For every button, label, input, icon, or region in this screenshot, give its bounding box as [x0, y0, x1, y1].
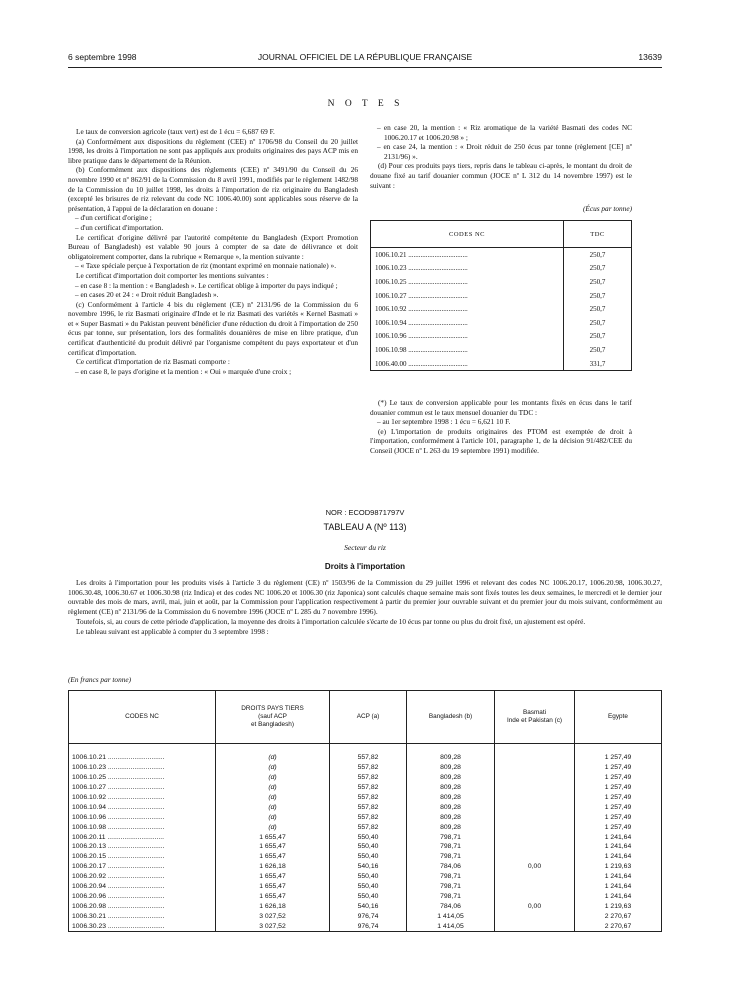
row-pays-tiers: (d): [216, 793, 330, 803]
notes-title: N O T E S: [327, 99, 404, 109]
note-paragraph: Le certificat d'importation doit comporter les mentions suivantes :: [76, 270, 269, 280]
row-code-text: 1006.20.98: [72, 902, 107, 910]
row-code-text: 1006.20.96: [72, 892, 107, 900]
tdc-row: [371, 330, 632, 344]
row-egypte: 1 257,49: [575, 773, 662, 783]
tdc-value: 250,7: [564, 262, 632, 276]
note-paragraph: Le certificat d'origine délivré par l'autorité compétente du Bangladesh (Export Promotion Bureau of Bangladesh) est valable 90 jours à compter de sa date de délivrance et doit obligatoirement comporter, dans la rubrique « Remarque », la mention suivante :: [68, 232, 358, 261]
tdc-code-text: 1006.10.25: [375, 277, 407, 286]
table-row: [69, 882, 662, 892]
row-code-text: 1006.10.98: [72, 823, 107, 831]
row-code: 1006.10.96 ..............................: [72, 813, 165, 821]
row-code-text: 1006.30.23: [72, 922, 107, 930]
row-bangladesh: 809,28: [407, 773, 495, 783]
import-duties-table: [68, 690, 662, 932]
tdc-row: [371, 262, 632, 276]
tdc-row: [371, 357, 632, 371]
row-code-text: 1006.10.94: [72, 803, 107, 811]
header-divider: [68, 67, 662, 68]
row-pays-tiers: (d): [216, 822, 330, 832]
row-basmati: [495, 822, 575, 832]
header-journal-title: JOURNAL OFFICIEL DE LA RÉPUBLIQUE FRANÇAISE: [257, 52, 473, 62]
note-paragraph: (d) Pour ces produits pays tiers, repris dans le tableau ci-après, le montant du droit de douane fixé au tarif douanier commun (JOCE nº L 312 du 14 novembre 1997) est le suivant :: [370, 161, 632, 190]
note-paragraph: (c) Conformément à l'article 4 bis du règlement (CE) nº 2131/96 de la Commission du 6 novembre 1996, le riz Basmati originaire d'Inde et le riz Basmati des variétés « Kernel Basmati » et « Super Basmati » du Pakistan peuvent bénéficier d'une réduction du droit à l'importation de 250 écus par tonne, sur présentation, lors des formalités douanières de mise en libre pratique, d'un certificat d'authenticité du produit délivré par l'organisme compétent du pays exportateur et d'un certificat d'importation.: [68, 299, 358, 357]
tdc-unit-note: (Écus par tonne): [582, 204, 632, 213]
row-code: 1006.20.96 ..............................: [72, 892, 165, 900]
tdc-row: [371, 248, 632, 262]
row-egypte: 1 219,63: [575, 862, 662, 872]
note-paragraph: Ce certificat d'importation de riz Basmati comporte :: [76, 357, 230, 367]
tdc-row: [371, 289, 632, 303]
tdc-code: 1006.10.98 ..................................: [375, 345, 468, 354]
row-egypte: 1 257,49: [575, 793, 662, 803]
table-row: [69, 802, 662, 812]
table-row: [69, 842, 662, 852]
note-paragraph: – au 1er septembre 1998 : 1 écu = 6,621 10 F.: [377, 417, 511, 427]
row-egypte: 1 257,49: [575, 763, 662, 773]
note-paragraph: (e) L'importation de produits originaires des PTOM est exemptée de droit à l'importation, conformément à l'article 101, paragraphe 1, de la décision 91/482/CEE du Conseil (JOCE nº L 263 du 19 septembre 1991) modifiée.: [370, 426, 632, 455]
notes-right-column-top: [370, 123, 632, 190]
tdc-code-text: 1006.10.98: [375, 345, 407, 354]
tdc-table: [370, 220, 632, 371]
row-bangladesh: 1 414,05: [407, 921, 495, 931]
row-pays-tiers: 1 655,47: [216, 891, 330, 901]
row-pays-tiers: 1 626,18: [216, 901, 330, 911]
section-title: Droits à l'importation: [324, 562, 406, 571]
row-egypte: 1 241,64: [575, 832, 662, 842]
tdc-header-codes: CODES NC: [371, 221, 564, 248]
col-header-codes: CODES NC: [69, 691, 216, 744]
row-code-text: 1006.20.15: [72, 853, 107, 861]
tdc-value: 250,7: [564, 289, 632, 303]
table-row: [69, 872, 662, 882]
table-row: [69, 862, 662, 872]
row-bangladesh: 798,71: [407, 842, 495, 852]
row-pays-tiers: (d): [216, 802, 330, 812]
tdc-code-text: 1006.10.92: [375, 305, 407, 314]
row-basmati: [495, 793, 575, 803]
note-paragraph: (a) Conformément aux dispositions du règlement (CEE) nº 1706/98 du Conseil du 20 juillet 1998, les droits à l'importation ne sont pas appliqués aux produits originaires des pays ACP mis en libre pratique dans le département de la Réunion.: [68, 136, 358, 165]
tdc-value: 250,7: [564, 248, 632, 262]
row-basmati: [495, 763, 575, 773]
note-paragraph: (*) Le taux de conversion applicable pour les montants fixés en écus dans le tarif douanier commun est le taux mensuel douanier du TDC :: [370, 398, 632, 417]
note-paragraph: – en case 20, la mention : « Riz aromatique de la variété Basmati des codes NC 1006.20.17 et 1006.20.98 » ;: [377, 123, 632, 142]
tdc-code: 1006.40.00 ..................................: [375, 359, 468, 368]
row-basmati: [495, 921, 575, 931]
row-pays-tiers: (d): [216, 812, 330, 822]
tdc-code: 1006.10.96 ..................................: [375, 332, 468, 341]
row-bangladesh: 784,06: [407, 901, 495, 911]
row-bangladesh: 809,28: [407, 763, 495, 773]
row-code-text: 1006.10.27: [72, 784, 107, 792]
header-page-number: 13639: [638, 52, 662, 62]
row-acp: 557,82: [330, 753, 407, 763]
tdc-row: [371, 302, 632, 316]
col-header-pays-tiers-line1: DROITS PAYS TIERS: [241, 705, 304, 712]
row-code-text: 1006.10.25: [72, 774, 107, 782]
row-code-text: 1006.10.92: [72, 794, 107, 801]
row-egypte: 1 257,49: [575, 822, 662, 832]
row-bangladesh: 798,71: [407, 852, 495, 862]
note-paragraph: (b) Conformément aux dispositions des règlements (CEE) nº 3491/90 du Conseil du 26 novembre 1990 et nº 862/91 de la Commission du 8 avril 1991, modifiés par le règlement 1482/98 de la Commission du 10 juillet 1998, les droits à l'importation de riz originaire du Bangladesh (excepté les brisures de riz relevant du code NC 1006.40.00) sont applicables sous réserve de la présentation, à l'appui de la déclaration en douane :: [68, 165, 358, 213]
col-header-egypte: Egypte: [575, 691, 662, 744]
col-header-pays-tiers: [216, 691, 330, 744]
notes-left-column: [68, 127, 358, 376]
tdc-code: 1006.10.23 ..................................: [375, 264, 468, 273]
row-code: 1006.20.13 ..............................: [72, 843, 165, 851]
row-code-text: 1006.30.21: [72, 912, 107, 920]
tdc-value: 250,7: [564, 302, 632, 316]
row-bangladesh: 784,06: [407, 862, 495, 872]
row-egypte: 1 241,64: [575, 872, 662, 882]
row-code: 1006.20.11 ..............................: [72, 833, 165, 841]
row-code-text: 1006.10.23: [72, 764, 107, 772]
row-acp: 557,82: [330, 812, 407, 822]
row-acp: 557,82: [330, 802, 407, 812]
row-bangladesh: 809,28: [407, 783, 495, 793]
row-egypte: 1 257,49: [575, 753, 662, 763]
tdc-code: 1006.10.21 ..................................: [375, 250, 468, 259]
row-acp: 550,40: [330, 872, 407, 882]
row-code: 1006.10.98 ..............................: [72, 823, 165, 831]
row-code-text: 1006.20.94: [72, 883, 107, 891]
row-egypte: 1 257,49: [575, 783, 662, 793]
table-row: [69, 812, 662, 822]
table-row: [69, 783, 662, 793]
tdc-code-text: 1006.10.94: [375, 318, 407, 327]
tdc-code: 1006.10.25 ..................................: [375, 277, 468, 286]
row-acp: 550,40: [330, 832, 407, 842]
table-row: [69, 921, 662, 931]
row-acp: 540,16: [330, 862, 407, 872]
row-basmati: [495, 812, 575, 822]
row-code: 1006.10.23 ..............................: [72, 764, 165, 772]
row-basmati: [495, 852, 575, 862]
page-header: [68, 52, 662, 66]
row-code: 1006.10.25 ..............................: [72, 774, 165, 782]
tdc-code: 1006.10.27 ..................................: [375, 291, 468, 300]
table-row: [69, 832, 662, 842]
notes-right-column-bottom: [370, 398, 632, 456]
row-bangladesh: 809,28: [407, 753, 495, 763]
row-basmati: [495, 802, 575, 812]
row-acp: 557,82: [330, 822, 407, 832]
row-bangladesh: 809,28: [407, 812, 495, 822]
tdc-row: [371, 275, 632, 289]
row-egypte: 1 257,49: [575, 802, 662, 812]
col-header-basmati-line1: Basmati: [522, 709, 547, 716]
row-pays-tiers: 3 027,52: [216, 911, 330, 921]
row-egypte: 2 270,67: [575, 911, 662, 921]
row-basmati: [495, 842, 575, 852]
tdc-code-text: 1006.10.21: [375, 250, 407, 259]
row-egypte: 1 241,64: [575, 882, 662, 892]
row-egypte: 1 219,63: [575, 901, 662, 911]
row-code: 1006.20.92 ..............................: [72, 873, 165, 881]
row-basmati: [495, 911, 575, 921]
row-egypte: 1 241,64: [575, 852, 662, 862]
row-pays-tiers: 1 655,47: [216, 842, 330, 852]
row-code: 1006.10.94 ..............................: [72, 803, 165, 811]
row-bangladesh: 809,28: [407, 802, 495, 812]
tdc-value: 331,7: [564, 357, 632, 371]
row-basmati: [495, 891, 575, 901]
row-acp: 550,40: [330, 842, 407, 852]
row-code: 1006.30.23 ..............................: [72, 922, 165, 930]
row-pays-tiers: (d): [216, 783, 330, 793]
row-basmati: 0,00: [495, 862, 575, 872]
tdc-header-tdc: TDC: [564, 221, 632, 248]
row-egypte: 1 241,64: [575, 842, 662, 852]
row-pays-tiers: 1 655,47: [216, 852, 330, 862]
row-basmati: 0,00: [495, 901, 575, 911]
table-row: [69, 911, 662, 921]
row-basmati: [495, 882, 575, 892]
col-header-basmati: [495, 691, 575, 744]
row-pays-tiers: 1 655,47: [216, 832, 330, 842]
row-code: 1006.20.15 ..............................: [72, 853, 165, 861]
row-code-text: 1006.20.17: [72, 863, 107, 871]
row-egypte: 1 241,64: [575, 891, 662, 901]
tdc-value: 250,7: [564, 275, 632, 289]
row-pays-tiers: (d): [216, 773, 330, 783]
table-row: [69, 822, 662, 832]
tdc-code-text: 1006.40.00: [375, 359, 407, 368]
row-code: 1006.30.21 ..............................: [72, 912, 165, 920]
row-basmati: [495, 872, 575, 882]
row-code: 1006.10.92 ..............................: [72, 794, 165, 801]
row-bangladesh: 798,71: [407, 891, 495, 901]
nor-reference: NOR : ECOD9871797V: [325, 508, 405, 517]
table-row: [69, 763, 662, 773]
row-code-text: 1006.20.13: [72, 843, 107, 851]
row-bangladesh: 798,71: [407, 832, 495, 842]
row-code-text: 1006.10.21: [72, 754, 107, 762]
row-pays-tiers: 1 655,47: [216, 872, 330, 882]
table-row: [69, 773, 662, 783]
section-body: [68, 578, 662, 636]
table-row: [69, 901, 662, 911]
row-basmati: [495, 753, 575, 763]
row-basmati: [495, 783, 575, 793]
note-paragraph: – d'un certificat d'importation.: [75, 222, 164, 232]
main-unit-note: (En francs par tonne): [68, 675, 132, 684]
body-paragraph: Les droits à l'importation pour les produits visés à l'article 3 du règlement (CE) nº 1503/96 de la Commission du 29 juillet 1996 et relevant des codes NC 1006.20.17, 1006.20.98, 1006.30.27, 1006.30.48, 1006.30.67 et 1006.30.98 (riz Indica) et des codes NC 1006.20 et 1006.30 (riz Japonica) sont calculés chaque semaine mais sont fixés toutes les deux semaines, le mercredi et le dernier jour ouvrable des mois de mars, avril, mai, juin et août, par la Commission pour l'application respectivement à partir du premier jour ouvrable suivant et du premier jour du mois suivant, conformément au règlement (CE) nº 2131/96 de la Commission du 6 novembre 1996 (JOCE nº L 285 du 7 novembre 1996).: [68, 578, 662, 617]
tdc-value: 250,7: [564, 330, 632, 344]
sector-subtitle: Secteur du riz: [344, 543, 386, 552]
row-acp: 550,40: [330, 891, 407, 901]
tdc-row: [371, 316, 632, 330]
tdc-value: 250,7: [564, 316, 632, 330]
row-bangladesh: 1 414,05: [407, 911, 495, 921]
row-acp: 976,74: [330, 921, 407, 931]
row-code-text: 1006.20.11: [72, 833, 106, 841]
tdc-row: [371, 343, 632, 357]
row-acp: 976,74: [330, 911, 407, 921]
row-code: 1006.10.27 ..............................: [72, 784, 165, 792]
tdc-code: 1006.10.94 ..................................: [375, 318, 468, 327]
row-pays-tiers: 1 655,47: [216, 882, 330, 892]
note-paragraph: – en case 8, le pays d'origine et la mention : « Oui » marquée d'une croix ;: [75, 366, 292, 376]
body-paragraph: Toutefois, si, au cours de cette période d'application, la moyenne des droits à l'importation calculée s'écarte de 10 écus par tonne ou plus du droit fixé, un ajustement est opéré.: [76, 616, 586, 626]
header-date: 6 septembre 1998: [68, 52, 137, 62]
row-bangladesh: 809,28: [407, 793, 495, 803]
row-acp: 557,82: [330, 773, 407, 783]
row-acp: 550,40: [330, 852, 407, 862]
tdc-code: 1006.10.92 ..................................: [375, 305, 468, 314]
tdc-value: 250,7: [564, 343, 632, 357]
note-paragraph: Le taux de conversion agricole (taux vert) est de 1 écu = 6,687 69 F.: [76, 127, 275, 136]
row-acp: 557,82: [330, 763, 407, 773]
row-code: 1006.20.94 ..............................: [72, 883, 165, 891]
row-acp: 557,82: [330, 793, 407, 803]
table-row: [69, 793, 662, 803]
note-paragraph: – en cases 20 et 24 : « Droit réduit Bangladesh ».: [75, 290, 219, 300]
col-header-acp: ACP (a): [330, 691, 407, 744]
row-pays-tiers: (d): [216, 763, 330, 773]
table-row: [69, 852, 662, 862]
row-bangladesh: 798,71: [407, 882, 495, 892]
table-row: [69, 891, 662, 901]
tdc-code-text: 1006.10.23: [375, 264, 407, 273]
note-paragraph: – d'un certificat d'origine ;: [75, 213, 152, 223]
row-acp: 550,40: [330, 882, 407, 892]
row-code-text: 1006.20.92: [72, 873, 107, 881]
note-paragraph: – en case 8 : la mention : « Bangladesh ». Le certificat oblige à importer du pays indiqué ;: [75, 280, 338, 290]
row-pays-tiers: (d): [216, 753, 330, 763]
col-header-basmati-line2: Inde et Pakistan (c): [506, 717, 563, 724]
tableau-title: TABLEAU A (Nº 113): [323, 522, 407, 532]
row-bangladesh: 809,28: [407, 822, 495, 832]
row-code: 1006.20.17 ..............................: [72, 863, 165, 871]
row-basmati: [495, 832, 575, 842]
tdc-code-text: 1006.10.27: [375, 291, 407, 300]
row-code: 1006.20.98 ..............................: [72, 902, 165, 910]
row-pays-tiers: 1 626,18: [216, 862, 330, 872]
table-row: [69, 753, 662, 763]
note-paragraph: – en case 24, la mention : « Droit réduit de 250 écus par tonne (règlement [CE] nº 2131/96) ».: [377, 142, 632, 161]
row-egypte: 1 257,49: [575, 812, 662, 822]
row-code: 1006.10.21 ..............................: [72, 754, 165, 762]
row-egypte: 2 270,67: [575, 921, 662, 931]
row-acp: 557,82: [330, 783, 407, 793]
tdc-code-text: 1006.10.96: [375, 332, 407, 341]
row-basmati: [495, 773, 575, 783]
col-header-bangladesh: Bangladesh (b): [407, 691, 495, 744]
col-header-pays-tiers-line3: et Bangladesh): [251, 721, 294, 728]
col-header-pays-tiers-line2: (sauf ACP: [258, 713, 287, 720]
row-acp: 540,16: [330, 901, 407, 911]
row-code-text: 1006.10.96: [72, 813, 107, 821]
row-bangladesh: 798,71: [407, 872, 495, 882]
note-paragraph: – « Taxe spéciale perçue à l'exportation de riz (montant exprimé en monnaie nationale) ».: [75, 261, 337, 271]
row-pays-tiers: 3 027,52: [216, 921, 330, 931]
body-paragraph: Le tableau suivant est applicable à compter du 3 septembre 1998 :: [76, 626, 269, 636]
